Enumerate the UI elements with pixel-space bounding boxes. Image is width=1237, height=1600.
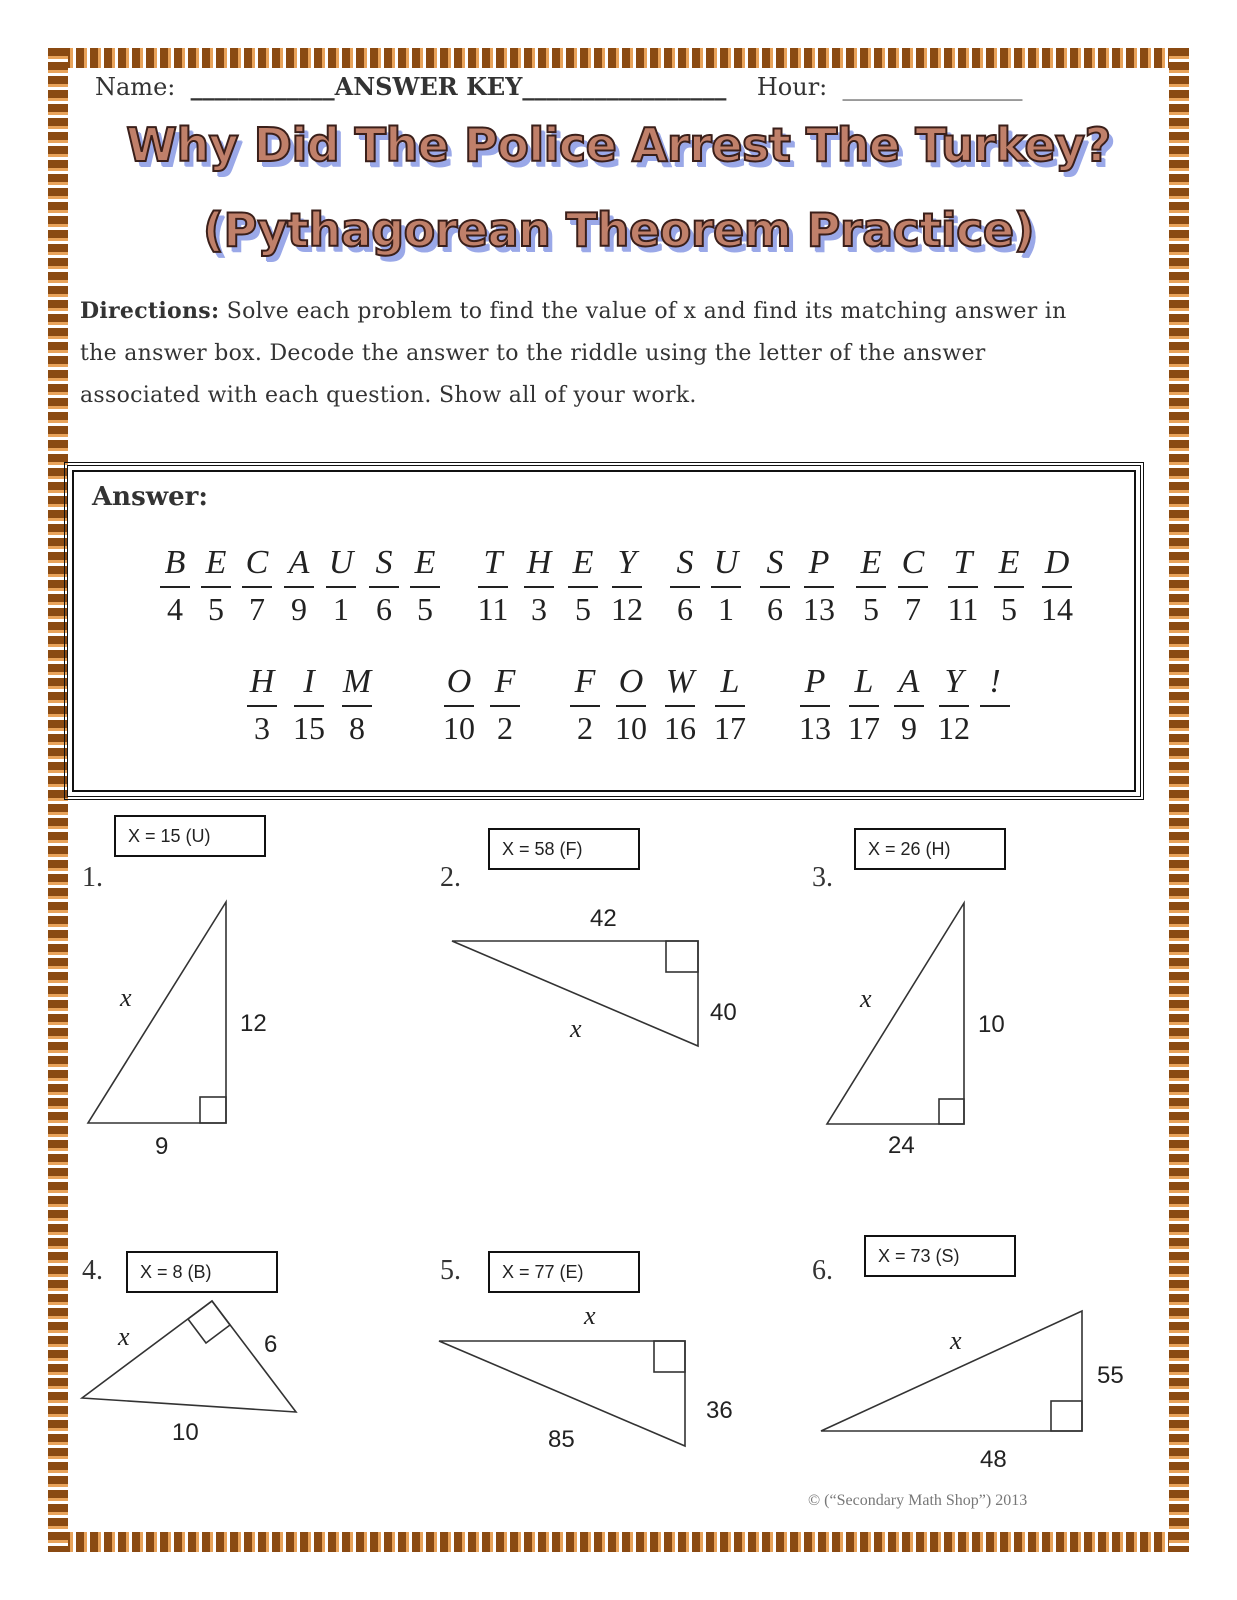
copyright: © (“Secondary Math Shop”) 2013 — [808, 1492, 1028, 1509]
cipher-number: 4 — [167, 591, 183, 627]
cipher-number: 9 — [291, 591, 307, 627]
cipher-number: 6 — [376, 591, 392, 627]
answer-box-problem-4: X = 8 (B) — [126, 1251, 278, 1293]
cipher-number: 17 — [848, 710, 880, 746]
cipher-number: 3 — [531, 591, 547, 627]
cipher-number: 1 — [718, 591, 734, 627]
directions-text: Solve each problem to find the value of x and find its matching answer in the answer box. Decode the answer to the riddle using the letter of the answer associated with each question. Show all of your work. — [80, 299, 1067, 408]
cipher-letter: U — [713, 544, 739, 581]
cipher-letter: B — [164, 544, 186, 581]
label-4-b: 10 — [172, 1419, 199, 1446]
problem-number-3: 3. — [812, 862, 833, 893]
cipher-letter: T — [953, 544, 973, 581]
cipher-number: 13 — [799, 710, 831, 746]
label-3-x: x — [860, 984, 872, 1013]
cipher-number: 8 — [349, 710, 365, 746]
cipher-letter: U — [328, 544, 354, 581]
title-line-1: Why Did The Police Arrest The Turkey? — [126, 118, 1111, 172]
label-6-a: 55 — [1097, 1362, 1124, 1389]
cipher-number: 11 — [477, 591, 509, 627]
cipher-letter: L — [854, 663, 874, 700]
cipher-number: 10 — [615, 710, 647, 746]
hour-value: _______________ — [842, 73, 1023, 101]
cipher-letter: L — [720, 663, 740, 700]
label-3-a: 10 — [978, 1011, 1005, 1038]
cipher-number: 5 — [208, 591, 224, 627]
label-1-x: x — [120, 983, 132, 1012]
answer-box-problem-2: X = 58 (F) — [488, 828, 640, 870]
cipher-number: 2 — [577, 710, 593, 746]
cipher-number: 2 — [497, 710, 513, 746]
right-angle-4 — [188, 1301, 230, 1343]
right-angle-6 — [1051, 1401, 1082, 1431]
cipher-number: 17 — [714, 710, 746, 746]
cipher-number: 5 — [417, 591, 433, 627]
label-4-a: 6 — [264, 1331, 278, 1358]
cipher-letter: E — [860, 544, 882, 581]
answer-box-problem-1: X = 15 (U) — [114, 815, 266, 857]
problem-number-2: 2. — [440, 862, 461, 893]
label-2-b: 40 — [710, 999, 737, 1026]
name-label: Name: — [95, 73, 176, 101]
cipher-letter: Y — [944, 663, 964, 700]
cipher-letter: A — [898, 663, 920, 700]
name-value: ____________ANSWER KEY_________________ — [190, 72, 727, 101]
triangle-1 — [88, 902, 226, 1123]
right-angle-2 — [666, 941, 698, 972]
problem-number-6: 6. — [812, 1255, 833, 1286]
right-angle-1 — [200, 1097, 226, 1123]
cipher-letter: C — [901, 544, 925, 581]
cipher-letter: O — [618, 663, 644, 700]
cipher-letter: W — [665, 663, 695, 700]
label-1-b: 9 — [155, 1133, 169, 1160]
directions-label: Directions: — [80, 298, 220, 324]
answer-label: Answer: — [92, 482, 208, 512]
label-6-b: 48 — [980, 1446, 1007, 1473]
cipher-number: 6 — [767, 591, 783, 627]
cipher-letter: M — [342, 663, 372, 700]
cipher-letter: P — [804, 663, 826, 700]
label-4-x: x — [118, 1322, 130, 1351]
cipher-number: 1 — [333, 591, 349, 627]
label-2-x: x — [570, 1014, 582, 1043]
cipher-letter: C — [245, 544, 269, 581]
cipher-letter: F — [494, 663, 516, 700]
cipher-letter: ! — [989, 663, 1001, 700]
cipher-number: 3 — [254, 710, 270, 746]
cipher-number: 14 — [1041, 591, 1073, 627]
cipher-letter: E — [414, 544, 436, 581]
answer-box-problem-3: X = 26 (H) — [854, 828, 1006, 870]
cipher-number: 13 — [803, 591, 835, 627]
cipher-number: 5 — [575, 591, 591, 627]
cipher-letter: E — [205, 544, 227, 581]
title-line-2: (Pythagorean Theorem Practice) — [202, 203, 1035, 257]
cipher-number: 12 — [938, 710, 970, 746]
cipher-number: 5 — [863, 591, 879, 627]
cipher-letter: F — [574, 663, 596, 700]
cipher-letter: I — [303, 663, 315, 700]
cipher-letter: O — [446, 663, 472, 700]
cipher-letter: H — [249, 663, 275, 700]
triangle-3 — [827, 903, 964, 1124]
answer-box-problem-5: X = 77 (E) — [488, 1251, 640, 1293]
cipher-letter: E — [998, 544, 1020, 581]
label-2-a: 42 — [590, 905, 617, 932]
cipher-number: 7 — [905, 591, 921, 627]
cipher-number: 9 — [901, 710, 917, 746]
cipher-number: 16 — [664, 710, 696, 746]
label-3-b: 24 — [888, 1132, 915, 1159]
cipher-number: 15 — [293, 710, 325, 746]
cipher-number: 7 — [249, 591, 265, 627]
cipher-number: 11 — [947, 591, 979, 627]
cipher-letter: D — [1044, 544, 1070, 581]
cipher-number: 12 — [611, 591, 643, 627]
label-5-x: x — [584, 1301, 596, 1330]
problem-number-5: 5. — [440, 1255, 461, 1286]
cipher-letter: Y — [617, 544, 637, 581]
label-5-a: 36 — [706, 1397, 733, 1424]
label-5-b: 85 — [548, 1426, 575, 1453]
label-6-x: x — [950, 1326, 962, 1355]
hour-label: Hour: — [756, 73, 828, 101]
cipher-letter: A — [288, 544, 310, 581]
problem-number-1: 1. — [82, 862, 103, 893]
cipher-number: 6 — [677, 591, 693, 627]
right-angle-5 — [654, 1341, 685, 1372]
problem-number-4: 4. — [82, 1255, 103, 1286]
cipher-number: 5 — [1001, 591, 1017, 627]
cipher-letter: S — [375, 544, 393, 581]
cipher-letter: S — [676, 544, 694, 581]
cipher-number: 10 — [443, 710, 475, 746]
cipher-letter: S — [766, 544, 784, 581]
cipher-letter: P — [808, 544, 830, 581]
cipher-letter: T — [483, 544, 503, 581]
answer-box-problem-6: X = 73 (S) — [864, 1235, 1016, 1277]
cipher-letter: H — [526, 544, 552, 581]
label-1-a: 12 — [240, 1010, 267, 1037]
right-angle-3 — [939, 1099, 964, 1124]
cipher-letter: E — [572, 544, 594, 581]
